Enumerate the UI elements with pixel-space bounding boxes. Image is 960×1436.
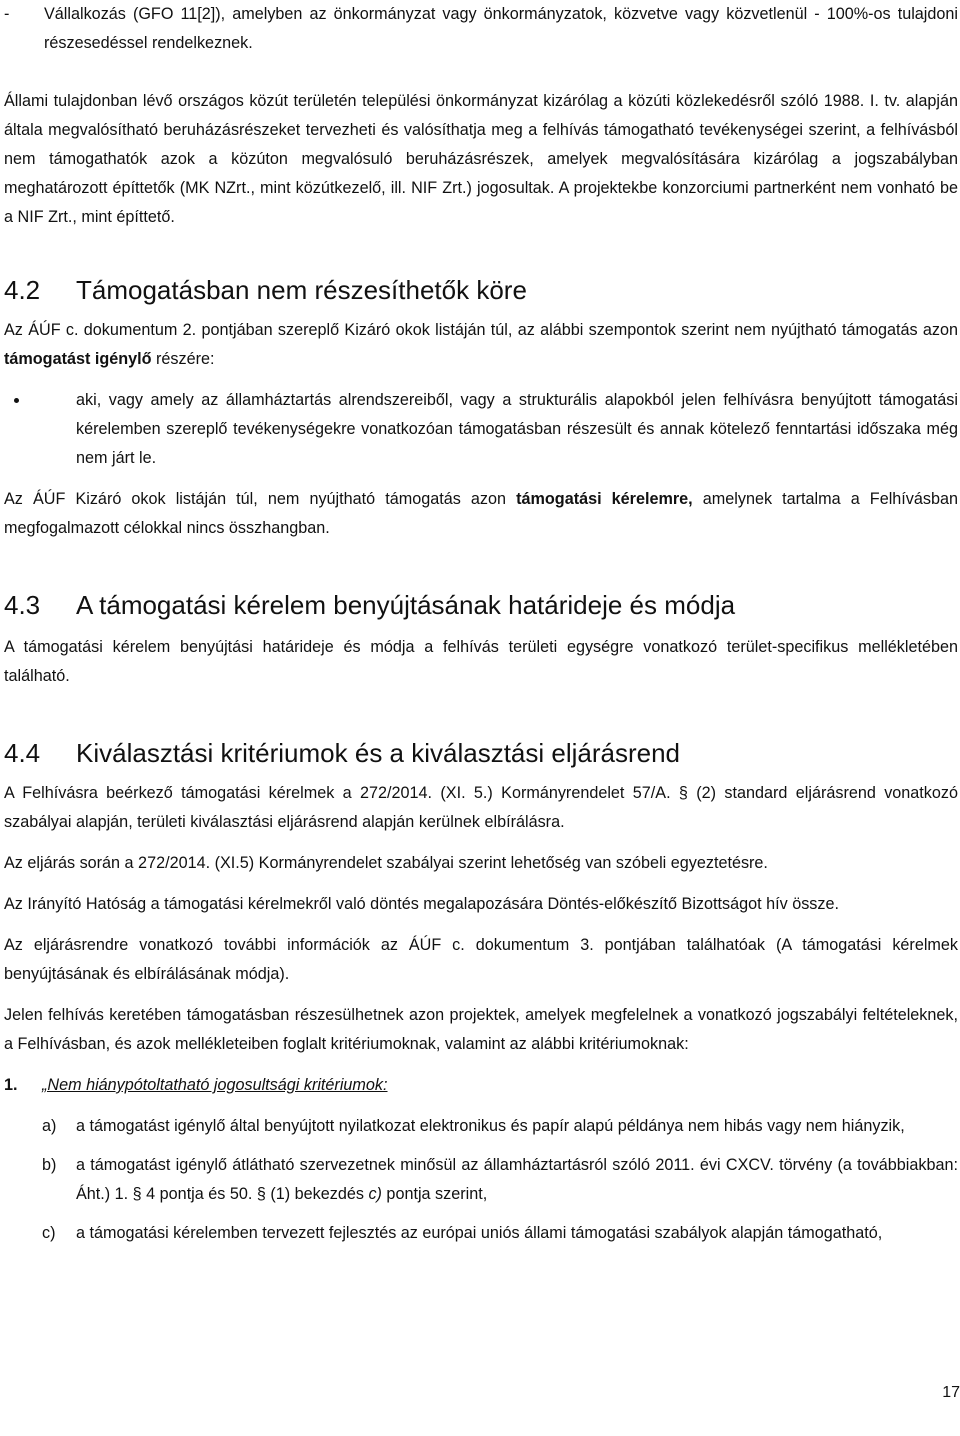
document-page bbox=[4, 0, 958, 1248]
criteria-item-c bbox=[4, 1219, 958, 1248]
paragraph-kizaro bbox=[4, 485, 958, 543]
criteria-title: „Nem hiánypótoltatható jogosultsági kritériumok: bbox=[42, 1076, 388, 1094]
paragraph-iranyito: Az Irányító Hatóság a támogatási kérelmekről való döntés megalapozására Döntés-előkészítő Bizottságot hív össze. bbox=[4, 895, 839, 913]
criteria-heading bbox=[4, 1071, 958, 1100]
section-title: A támogatási kérelem benyújtásának határideje és módja bbox=[76, 590, 736, 620]
item-letter: b) bbox=[42, 1156, 57, 1174]
bullet-list-item bbox=[4, 386, 958, 473]
text-run: Az ÁÚF Kizáró okok listáján túl, nem nyújtható támogatás azon bbox=[4, 490, 517, 508]
section-number: 4.3 bbox=[4, 590, 41, 620]
paragraph-eljaras: Az eljárás során a 272/2014. (XI.5) Kormányrendelet szabályai szerint lehetőség van szóbeli egyeztetésre. bbox=[4, 854, 768, 872]
italic-text: c) bbox=[368, 1185, 382, 1203]
item-text bbox=[76, 1151, 958, 1209]
paragraph-jelen-felhivas: Jelen felhívás keretében támogatásban részesülhetnek azon projektek, amelyek megfelelnek a vonatkozó jogszabályi feltételeknek, a Felhívásban, és azok mellékleteiben foglalt kritériumoknak, valamint az alábbi kritériumoknak: bbox=[4, 1006, 958, 1053]
section-number: 4.2 bbox=[4, 275, 41, 305]
item-letter: a) bbox=[42, 1117, 57, 1135]
dash-marker: - bbox=[4, 5, 10, 23]
text-run: a támogatást igénylő átlátható szervezetnek minősül az államháztartásról szóló 2011. évi CXCV. törvény (a továbbiakban: Áht.) 1. § 4 pontja és 50. § (1) bekezdés bbox=[76, 1156, 958, 1203]
criteria-item-a bbox=[4, 1112, 958, 1141]
bold-text: támogatást igénylő bbox=[4, 350, 152, 368]
paragraph-eljarasrend: Az eljárásrendre vonatkozó további információk az ÁÚF c. dokumentum 3. pontjában találhatóak (A támogatási kérelmek benyújtásának és elbírálásának módja). bbox=[4, 936, 958, 983]
item-letter: c) bbox=[42, 1224, 56, 1242]
paragraph-allami-tulajdon: Állami tulajdonban lévő országos közút területén települési önkormányzat kizárólag a közúti közlekedésről szóló 1988. I. tv. alapján általa megvalósítható beruházásrészeket tervezheti és valósíthatja meg a felhívás támogatható tevékenységei szerint, a felhívásból nem támogathatók azok a közúton megvalósuló beruházásrészek, amelyek megvalósítására kizárólag a jogszabályban meghatározott építtetők (MK NZrt., mint közútkezelő, ill. NIF Zrt.) jogosultak. A projektekbe konzorciumi partnerként nem vonható be a NIF Zrt., mint építtető. bbox=[4, 92, 958, 226]
section-heading-4-2 bbox=[4, 274, 958, 306]
bullet-text: aki, vagy amely az államháztartás alrendszereiből, vagy a strukturális alapokból jelen felhívásra benyújtott támogatási kérelemben szereplő tevékenységekre vonatkozóan támogatásban részesült és annak kötelező fenntartási időszaka még nem járt le. bbox=[76, 391, 958, 467]
section-heading-4-4 bbox=[4, 737, 958, 769]
text-run: amelynek tartalma a Felhívásban megfogalmazott célokkal nincs összhangban. bbox=[4, 490, 958, 537]
item-text: a támogatási kérelemben tervezett fejlesztés az európai uniós állami támogatási szabályok alapján támogatható, bbox=[76, 1224, 883, 1242]
item-text: a támogatást igénylő által benyújtott nyilatkozat elektronikus és papír alapú példánya nem hibás vagy nem hiányzik, bbox=[76, 1117, 905, 1135]
text-run: pontja szerint, bbox=[381, 1185, 488, 1203]
paragraph-hatarido: A támogatási kérelem benyújtási határideje és módja a felhívás területi egységre vonatkozó terület-specifikus mellékletében található. bbox=[4, 638, 958, 685]
section-title: Kiválasztási kritériumok és a kiválasztási eljárásrend bbox=[76, 738, 681, 768]
criteria-item-b bbox=[4, 1151, 958, 1209]
bold-text: támogatási kérelemre, bbox=[516, 490, 693, 508]
paragraph-intro bbox=[4, 316, 958, 374]
section-number: 4.4 bbox=[4, 738, 41, 768]
criteria-number: 1. bbox=[4, 1076, 18, 1094]
bullet-icon bbox=[4, 386, 76, 473]
text-run: részére: bbox=[151, 350, 215, 368]
text-run: Az ÁÚF c. dokumentum 2. pontjában szereplő Kizáró okok listáján túl, az alábbi szempontok szerint nem nyújtható támogatás azon bbox=[4, 321, 958, 339]
list-item bbox=[4, 0, 958, 58]
paragraph-felhivasra: A Felhívásra beérkező támogatási kérelmek a 272/2014. (XI. 5.) Kormányrendelet 57/A. § (2) standard eljárásrend vonatkozó szabályai alapján, területi kiválasztási eljárásrend alapján kerülnek elbírálásra. bbox=[4, 784, 958, 831]
section-heading-4-3 bbox=[4, 589, 958, 621]
section-title: Támogatásban nem részesíthetők köre bbox=[76, 275, 527, 305]
list-item-text: Vállalkozás (GFO 11[2]), amelyben az önkormányzat vagy önkormányzatok, közvetve vagy közvetlenül - 100%-os tulajdoni részesedéssel rendelkeznek. bbox=[44, 5, 958, 52]
page-number: 17 bbox=[942, 1384, 960, 1401]
